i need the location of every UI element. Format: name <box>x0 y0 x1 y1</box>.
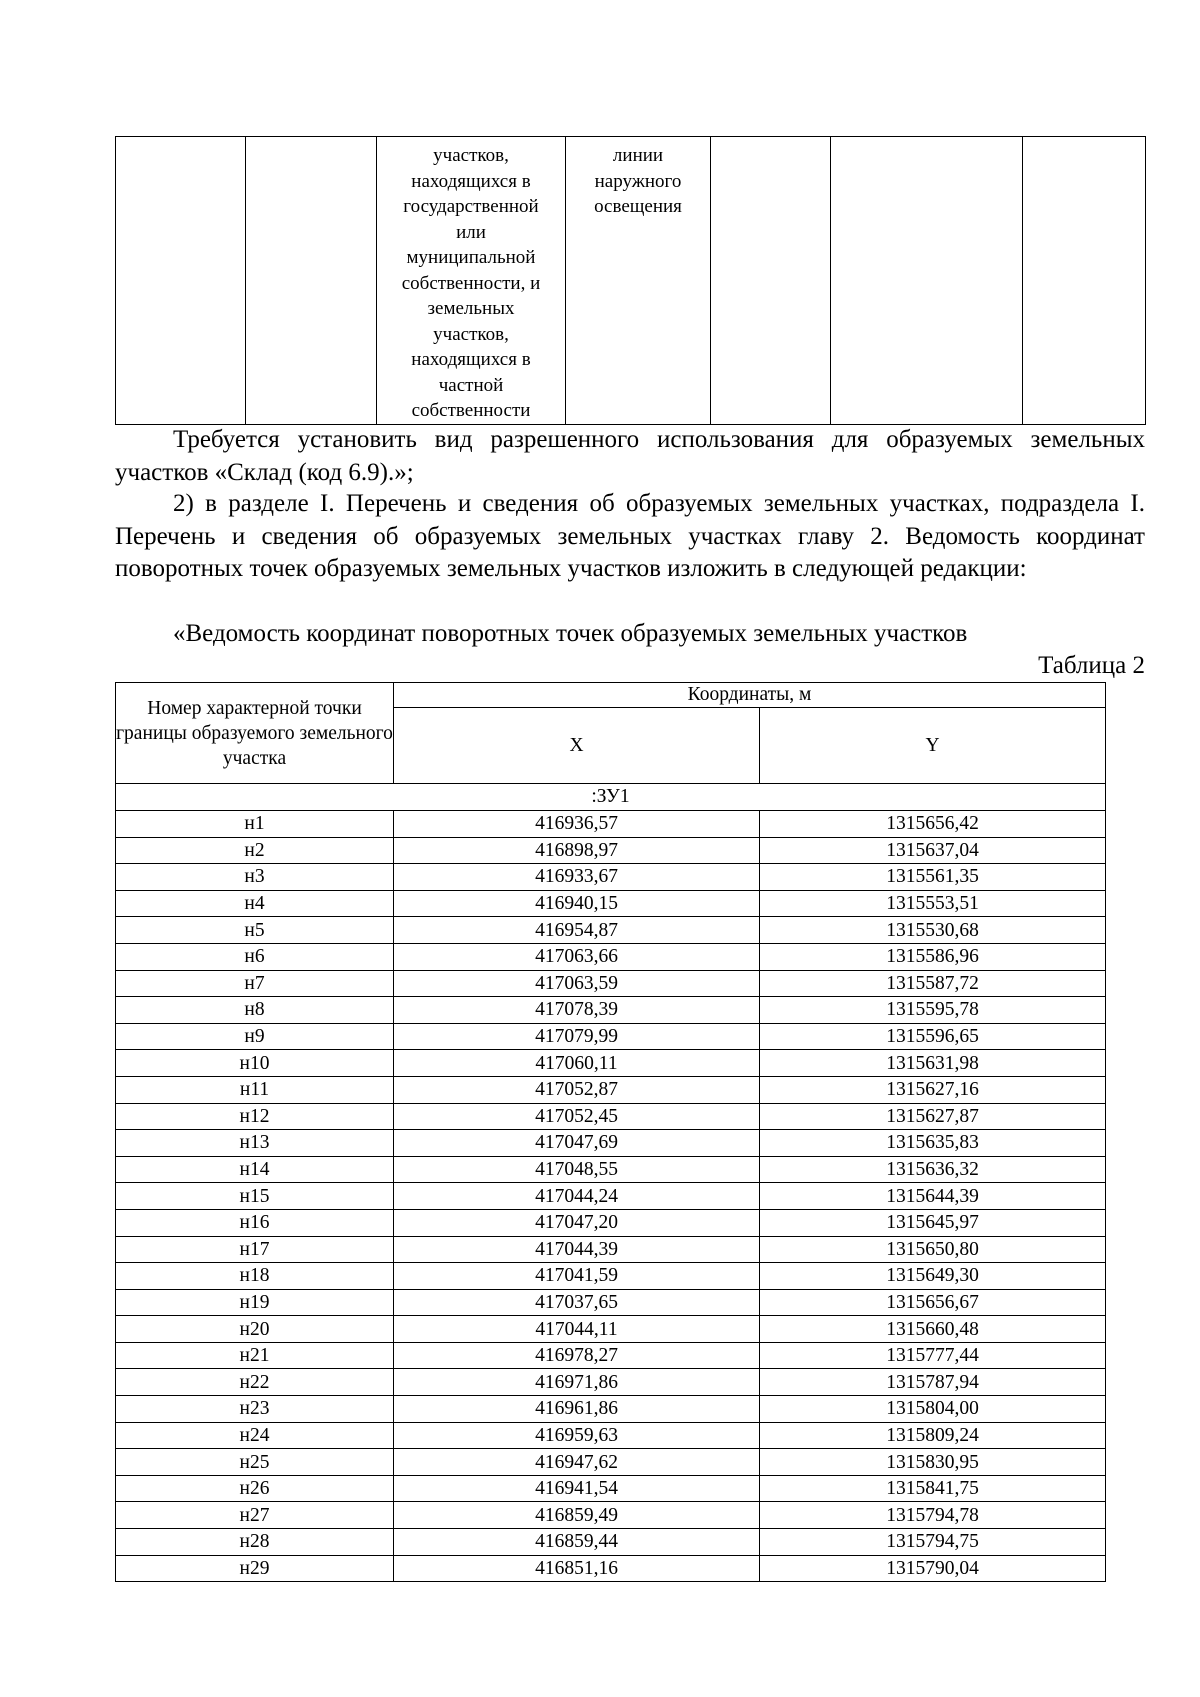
table-header-row <box>116 683 1106 708</box>
table-row <box>116 943 1106 970</box>
table-row <box>116 1263 1106 1290</box>
y-coordinate-cell: 1315777,44 <box>760 1342 1106 1369</box>
point-number-cell: н7 <box>116 970 394 997</box>
paragraph-permitted-use: Требуется установить вид разрешенного использования для образуемых земельных участков «Склад (код 6.9).»; <box>115 426 1145 486</box>
table-row <box>116 1289 1106 1316</box>
x-coordinate-cell: 417052,87 <box>394 1076 760 1103</box>
table-row <box>116 1342 1106 1369</box>
x-coordinate-cell: 417047,69 <box>394 1130 760 1157</box>
x-coordinate-cell: 416859,44 <box>394 1529 760 1556</box>
coordinates-table <box>115 682 1106 1582</box>
table-row <box>116 1422 1106 1449</box>
table-row <box>116 837 1106 864</box>
zone-row <box>116 784 1106 811</box>
point-number-cell: н10 <box>116 1050 394 1077</box>
point-number-cell: н2 <box>116 837 394 864</box>
table-row <box>116 1369 1106 1396</box>
point-number-cell: н20 <box>116 1316 394 1343</box>
y-coordinate-cell: 1315631,98 <box>760 1050 1106 1077</box>
paragraph-table-title: «Ведомость координат поворотных точек образуемых земельных участков <box>173 620 968 647</box>
x-coordinate-cell: 416941,54 <box>394 1475 760 1502</box>
x-coordinate-cell: 416959,63 <box>394 1422 760 1449</box>
y-coordinate-cell: 1315637,04 <box>760 837 1106 864</box>
table-row <box>116 1023 1106 1050</box>
point-number-cell: н28 <box>116 1529 394 1556</box>
y-coordinate-cell: 1315650,80 <box>760 1236 1106 1263</box>
header-point-number: Номер характерной точки границы образуемого земельного участка <box>116 683 394 784</box>
y-coordinate-cell: 1315596,65 <box>760 1023 1106 1050</box>
point-number-cell: н24 <box>116 1422 394 1449</box>
table-row <box>116 1396 1106 1423</box>
table-row <box>116 137 1146 425</box>
x-coordinate-cell: 416947,62 <box>394 1449 760 1476</box>
x-coordinate-cell: 416898,97 <box>394 837 760 864</box>
continuation-table <box>115 136 1146 425</box>
point-number-cell: н8 <box>116 997 394 1024</box>
point-number-cell: н27 <box>116 1502 394 1529</box>
y-coordinate-cell: 1315635,83 <box>760 1130 1106 1157</box>
x-coordinate-cell: 417044,24 <box>394 1183 760 1210</box>
x-coordinate-cell: 417060,11 <box>394 1050 760 1077</box>
table-row <box>116 1236 1106 1263</box>
y-coordinate-cell: 1315561,35 <box>760 864 1106 891</box>
y-coordinate-cell: 1315644,39 <box>760 1183 1106 1210</box>
y-coordinate-cell: 1315587,72 <box>760 970 1106 997</box>
table-cell <box>831 137 1023 425</box>
table-row <box>116 917 1106 944</box>
table-caption: Таблица 2 <box>1038 652 1145 679</box>
table-row <box>116 1502 1106 1529</box>
table-row <box>116 1529 1106 1556</box>
y-coordinate-cell: 1315660,48 <box>760 1316 1106 1343</box>
y-coordinate-cell: 1315656,42 <box>760 811 1106 838</box>
point-number-cell: н16 <box>116 1209 394 1236</box>
x-coordinate-cell: 417063,59 <box>394 970 760 997</box>
zone-label: :ЗУ1 <box>116 784 1106 811</box>
table-row <box>116 1050 1106 1077</box>
table-row <box>116 1103 1106 1130</box>
point-number-cell: н21 <box>116 1342 394 1369</box>
point-number-cell: н18 <box>116 1263 394 1290</box>
y-coordinate-cell: 1315830,95 <box>760 1449 1106 1476</box>
table-cell <box>116 137 246 425</box>
point-number-cell: н9 <box>116 1023 394 1050</box>
y-coordinate-cell: 1315595,78 <box>760 997 1106 1024</box>
point-number-cell: н5 <box>116 917 394 944</box>
table-row <box>116 1183 1106 1210</box>
point-number-cell: н26 <box>116 1475 394 1502</box>
x-coordinate-cell: 416859,49 <box>394 1502 760 1529</box>
y-coordinate-cell: 1315787,94 <box>760 1369 1106 1396</box>
point-number-cell: н4 <box>116 890 394 917</box>
y-coordinate-cell: 1315553,51 <box>760 890 1106 917</box>
table-row <box>116 1316 1106 1343</box>
table-row <box>116 1449 1106 1476</box>
point-number-cell: н25 <box>116 1449 394 1476</box>
x-coordinate-cell: 416940,15 <box>394 890 760 917</box>
x-coordinate-cell: 416933,67 <box>394 864 760 891</box>
table-row <box>116 1076 1106 1103</box>
x-coordinate-cell: 417044,39 <box>394 1236 760 1263</box>
x-coordinate-cell: 416936,57 <box>394 811 760 838</box>
x-coordinate-cell: 416851,16 <box>394 1555 760 1582</box>
point-number-cell: н29 <box>116 1555 394 1582</box>
table-row <box>116 811 1106 838</box>
table-row <box>116 864 1106 891</box>
x-coordinate-cell: 417041,59 <box>394 1263 760 1290</box>
x-coordinate-cell: 417079,99 <box>394 1023 760 1050</box>
y-coordinate-cell: 1315586,96 <box>760 943 1106 970</box>
table-cell <box>246 137 377 425</box>
table-row <box>116 1209 1106 1236</box>
point-number-cell: н17 <box>116 1236 394 1263</box>
point-number-cell: н15 <box>116 1183 394 1210</box>
x-coordinate-cell: 417052,45 <box>394 1103 760 1130</box>
y-coordinate-cell: 1315627,87 <box>760 1103 1106 1130</box>
table-row <box>116 1156 1106 1183</box>
y-coordinate-cell: 1315636,32 <box>760 1156 1106 1183</box>
point-number-cell: н19 <box>116 1289 394 1316</box>
table-row <box>116 970 1106 997</box>
table-row <box>116 1130 1106 1157</box>
point-number-cell: н11 <box>116 1076 394 1103</box>
table-row <box>116 997 1106 1024</box>
x-coordinate-cell: 416961,86 <box>394 1396 760 1423</box>
table-cell: участков, находящихся в государственной или муниципальной собственности, и земельных участков, находящихся в частной собственности <box>377 137 566 425</box>
y-coordinate-cell: 1315627,16 <box>760 1076 1106 1103</box>
point-number-cell: н12 <box>116 1103 394 1130</box>
x-coordinate-cell: 417044,11 <box>394 1316 760 1343</box>
point-number-cell: н14 <box>116 1156 394 1183</box>
y-coordinate-cell: 1315804,00 <box>760 1396 1106 1423</box>
x-coordinate-cell: 416978,27 <box>394 1342 760 1369</box>
table-row <box>116 890 1106 917</box>
table-cell <box>711 137 831 425</box>
point-number-cell: н22 <box>116 1369 394 1396</box>
x-coordinate-cell: 416954,87 <box>394 917 760 944</box>
y-coordinate-cell: 1315794,78 <box>760 1502 1106 1529</box>
point-number-cell: н13 <box>116 1130 394 1157</box>
point-number-cell: н23 <box>116 1396 394 1423</box>
x-coordinate-cell: 417048,55 <box>394 1156 760 1183</box>
table-row <box>116 1475 1106 1502</box>
point-number-cell: н1 <box>116 811 394 838</box>
x-coordinate-cell: 417037,65 <box>394 1289 760 1316</box>
y-coordinate-cell: 1315530,68 <box>760 917 1106 944</box>
y-coordinate-cell: 1315809,24 <box>760 1422 1106 1449</box>
y-coordinate-cell: 1315649,30 <box>760 1263 1106 1290</box>
paragraph-amendment: 2) в разделе I. Перечень и сведения об образуемых земельных участках, подраздела I. Перечень и сведения об образуемых земельных участках главу 2. Ведомость координат поворотных точек образуемых земельных участков изложить в следующей редакции: <box>115 490 1145 582</box>
point-number-cell: н3 <box>116 864 394 891</box>
y-coordinate-cell: 1315645,97 <box>760 1209 1106 1236</box>
y-coordinate-cell: 1315790,04 <box>760 1555 1106 1582</box>
table-cell <box>1023 137 1146 425</box>
table-cell: линии наружного освещения <box>566 137 711 425</box>
x-coordinate-cell: 417063,66 <box>394 943 760 970</box>
y-coordinate-cell: 1315841,75 <box>760 1475 1106 1502</box>
y-coordinate-cell: 1315794,75 <box>760 1529 1106 1556</box>
point-number-cell: н6 <box>116 943 394 970</box>
x-coordinate-cell: 417078,39 <box>394 997 760 1024</box>
x-coordinate-cell: 417047,20 <box>394 1209 760 1236</box>
header-y: Y <box>760 708 1106 784</box>
header-coordinates: Координаты, м <box>394 683 1106 708</box>
x-coordinate-cell: 416971,86 <box>394 1369 760 1396</box>
table-row <box>116 1555 1106 1582</box>
header-x: X <box>394 708 760 784</box>
y-coordinate-cell: 1315656,67 <box>760 1289 1106 1316</box>
